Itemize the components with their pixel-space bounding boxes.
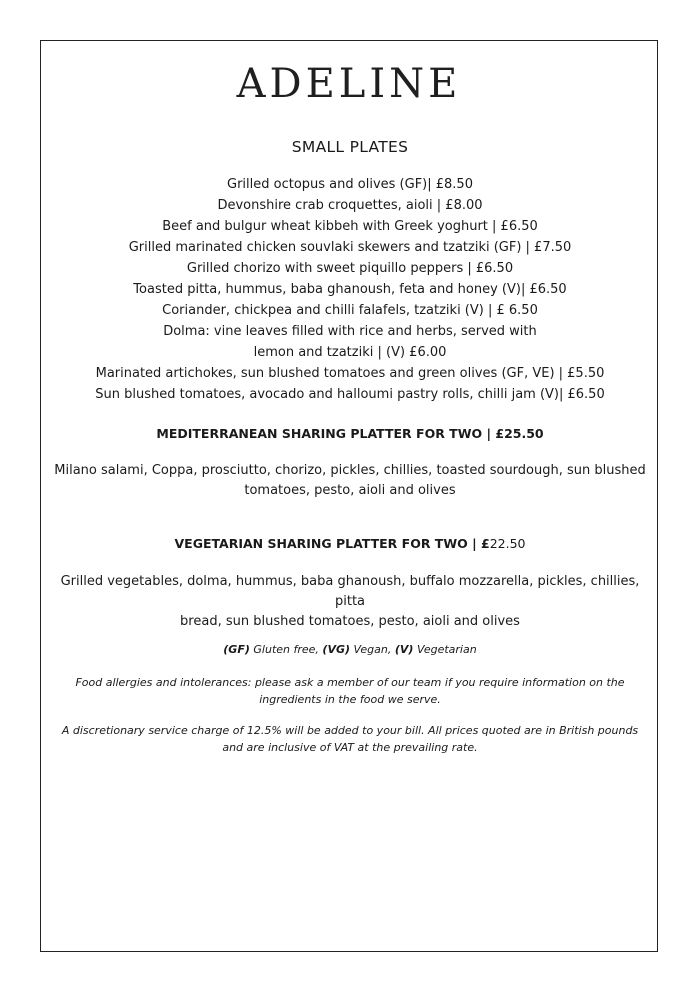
section-title-small-plates: SMALL PLATES xyxy=(291,138,409,156)
note-line: and are inclusive of VAT at the prevailing rate. xyxy=(222,741,478,754)
menu-item: Dolma: vine leaves filled with rice and herbs, served with xyxy=(163,324,537,339)
menu-item: Marinated artichokes, sun blushed tomatoes and green olives (GF, VE) | £5.50 xyxy=(95,366,605,381)
note-line: A discretionary service charge of 12.5% will be added to your bill. All prices quoted are in British pounds xyxy=(61,724,639,737)
description-line: bread, sun blushed tomatoes, pesto, aioli and olives xyxy=(180,614,520,629)
vegetarian-platter-description xyxy=(50,572,650,632)
menu-item: Toasted pitta, hummus, baba ghanoush, feta and honey (V)| £6.50 xyxy=(133,282,567,297)
service-charge-note xyxy=(50,722,650,756)
mediterranean-platter-description xyxy=(50,461,650,501)
vegetarian-heading-text: VEGETARIAN SHARING PLATTER FOR TWO | £ xyxy=(174,536,490,551)
dietary-legend xyxy=(50,643,650,656)
vegetarian-platter-heading xyxy=(50,536,650,551)
legend-vg-code: (VG) xyxy=(322,643,351,656)
note-line: Food allergies and intolerances: please ask a member of our team if you require information on the xyxy=(75,676,625,689)
restaurant-logo xyxy=(236,58,462,110)
menu-item: Beef and bulgur wheat kibbeh with Greek yoghurt | £6.50 xyxy=(162,219,538,234)
menu-item: Devonshire crab croquettes, aioli | £8.00 xyxy=(217,198,483,213)
legend-gf-code: (GF) xyxy=(223,643,250,656)
small-plates-list xyxy=(50,174,650,405)
menu-item: Sun blushed tomatoes, avocado and halloumi pastry rolls, chilli jam (V)| £6.50 xyxy=(95,387,605,402)
menu-item: Grilled marinated chicken souvlaki skewers and tzatziki (GF) | £7.50 xyxy=(128,240,572,255)
description-line: tomatoes, pesto, aioli and olives xyxy=(244,483,456,498)
menu-item: Coriander, chickpea and chilli falafels, tzatziki (V) | £ 6.50 xyxy=(162,303,538,318)
legend-v-code: (V) xyxy=(394,643,414,656)
legend-vg-text: Vegan, xyxy=(350,643,395,656)
vegetarian-price: 22.50 xyxy=(489,536,526,551)
legend-gf-text: Gluten free, xyxy=(249,643,323,656)
menu-item: Grilled chorizo with sweet piquillo peppers | £6.50 xyxy=(186,261,514,276)
menu-item: lemon and tzatziki | (V) £6.00 xyxy=(253,345,447,360)
description-line: Milano salami, Coppa, prosciutto, chorizo, pickles, chillies, toasted sourdough, sun blushed xyxy=(54,463,646,478)
note-line: ingredients in the food we serve. xyxy=(259,693,441,706)
logo-text: ADELINE xyxy=(236,61,462,107)
menu-item: Grilled octopus and olives (GF)| £8.50 xyxy=(227,177,473,192)
mediterranean-platter-heading: MEDITERRANEAN SHARING PLATTER FOR TWO | £25.50 xyxy=(156,426,544,441)
description-line: Grilled vegetables, dolma, hummus, baba ghanoush, buffalo mozzarella, pickles, chillies, pitta xyxy=(60,574,640,609)
allergy-note xyxy=(50,674,650,708)
legend-v-text: Vegetarian xyxy=(413,643,477,656)
